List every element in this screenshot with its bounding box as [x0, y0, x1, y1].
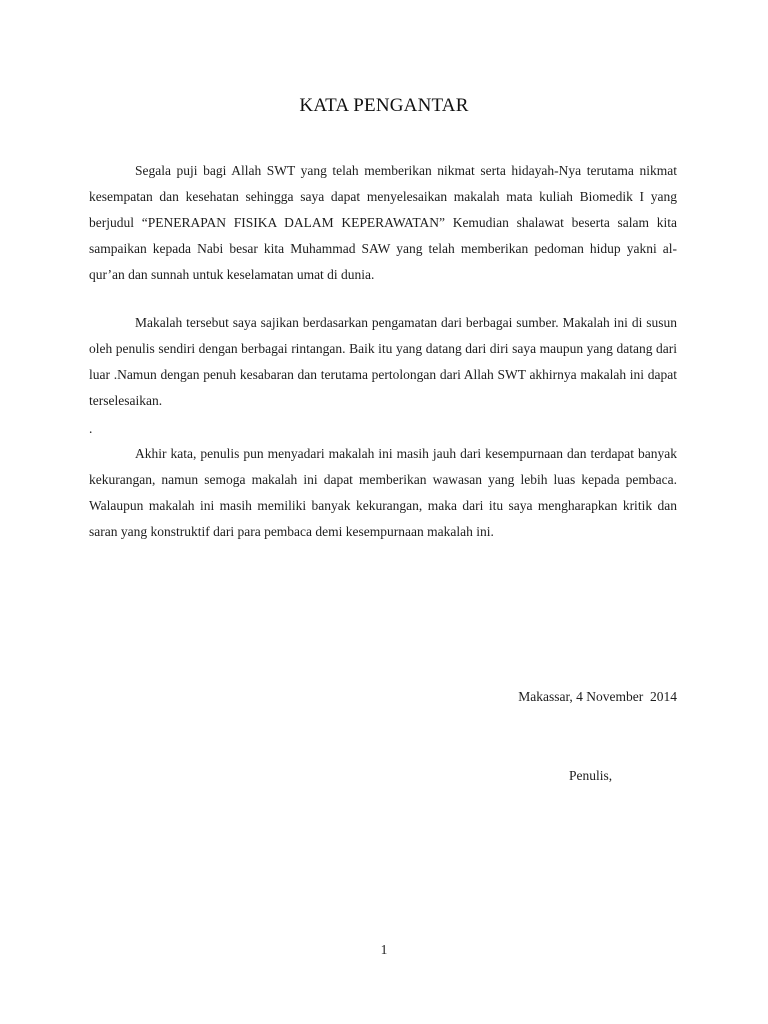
paragraph-opening: Segala puji bagi Allah SWT yang telah memberikan nikmat serta hidayah-Nya terutama nikmat kesempatan dan kesehatan sehingga saya dapat menyelesaikan makalah mata kuliah Biomedik I yang berjudul “PENERAPAN FISIKA DALAM KEPERAWATAN” Kemudian shalawat beserta salam kita sampaikan kepada Nabi besar kita Muhammad SAW yang telah memberikan pedoman hidup yakni al-qur’an dan sunnah untuk keselamatan umat di dunia. [89, 163, 677, 282]
place-and-date: Makassar, 4 November 2014 [518, 689, 677, 704]
page-number: 1 [380, 942, 388, 957]
page-title: KATA PENGANTAR [299, 95, 469, 116]
stray-dot: . [89, 421, 93, 436]
paragraph-sources: Makalah tersebut saya sajikan berdasarkan pengamatan dari berbagai sumber. Makalah ini di susun oleh penulis sendiri dengan berbagai rintangan. Baik itu yang datang dari diri saya maupun yang datang dari luar .Namun dengan penuh kesabaran dan terutama pertolongan dari Allah SWT akhirnya makalah ini dapat terselesaikan. [89, 315, 677, 408]
author-signature-label: Penulis, [569, 768, 613, 783]
paragraph-closing: Akhir kata, penulis pun menyadari makalah ini masih jauh dari kesempurnaan dan terdapat banyak kekurangan, namun semoga makalah ini dapat memberikan wawasan yang lebih luas kepada pembaca. Walaupun makalah ini masih memiliki banyak kekurangan, maka dari itu saya mengharapkan kritik dan saran yang konstruktif dari para pembaca demi kesempurnaan makalah ini. [89, 446, 677, 539]
